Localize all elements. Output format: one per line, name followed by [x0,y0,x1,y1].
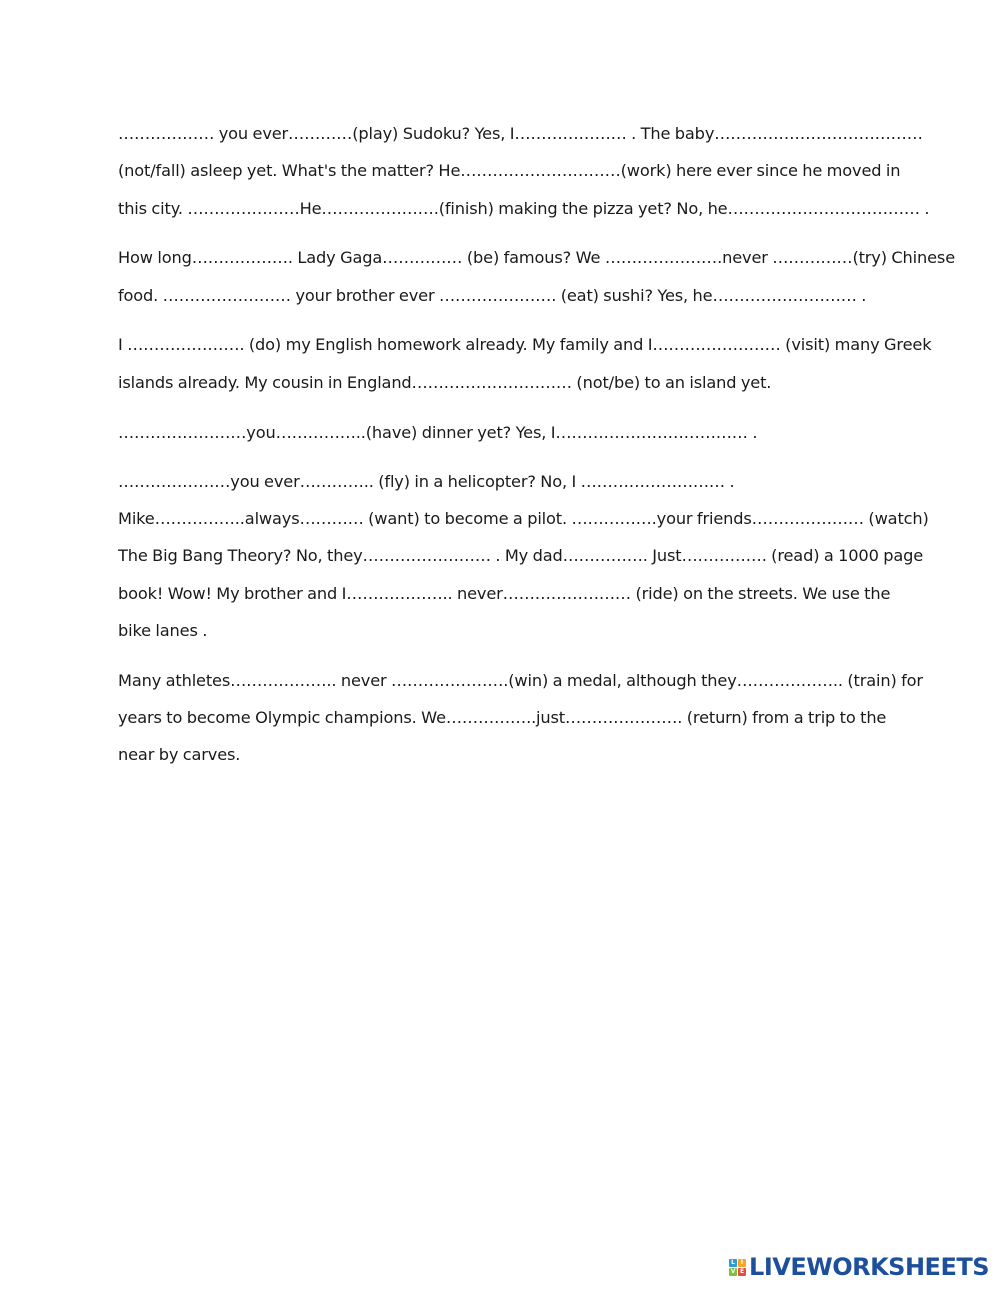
worksheet-line: bike lanes . [118,621,208,641]
worksheet-line: near by carves. [118,745,241,765]
logo-mark-cell: V [730,1268,736,1275]
worksheet-line: Mike……………..always………… (want) to become a pilot. …………….your friends………………… (watch) [118,509,929,529]
worksheet-line: Many athletes……………….. never ………………….(win) a medal, although they……………….. (train) for [118,670,923,690]
worksheet-line: book! Wow! My brother and I……………….. never…………………… (ride) on the streets. We use the [118,583,891,603]
worksheet-line: How long………………. Lady Gaga…………… (be) famous? We ………………….never ……………(try) Chinese [118,248,956,268]
liveworksheets-logo [729,1252,989,1282]
worksheet-line: The Big Bang Theory? No, they…………………… . My dad……………. Just……………. (read) a 1000 page [118,546,924,566]
worksheet-line: this city. …………………He………………….(finish) making the pizza yet? No, he……………………………… . [118,198,930,218]
logo-mark-cell: I [738,1259,746,1267]
logo-mark-cell: E [739,1268,745,1275]
logo-mark-cell: L [729,1259,737,1267]
worksheet-line: islands already. My cousin in England………………………… (not/be) to an island yet. [118,372,772,392]
worksheet-line: years to become Olympic champions. We……………..just…………………. (return) from a trip to the [118,708,887,728]
worksheet-line: food. …………………… your brother ever …………………. (eat) sushi? Yes, he……………………… . [118,285,867,305]
worksheet-line: (not/fall) asleep yet. What's the matter? He…………………………(work) here ever since he moved in [118,161,901,181]
worksheet-line: ……………… you ever…………(play) Sudoku? Yes, I………………… . The baby………………………………… [118,124,923,143]
liveworksheets-logo-icon [729,1259,746,1276]
worksheet-line: …………………you ever………….. (fly) in a helicopter? No, I ……………………… . [118,471,735,491]
worksheet-line: I …………………. (do) my English homework already. My family and I…………………… (visit) many Greek [118,335,932,355]
logo-text: LIVEWORKSHEETS [749,1253,989,1281]
worksheet-content [118,115,956,774]
worksheet-line: ……………………you……………..(have) dinner yet? Yes, I……………………………… . [118,422,758,442]
